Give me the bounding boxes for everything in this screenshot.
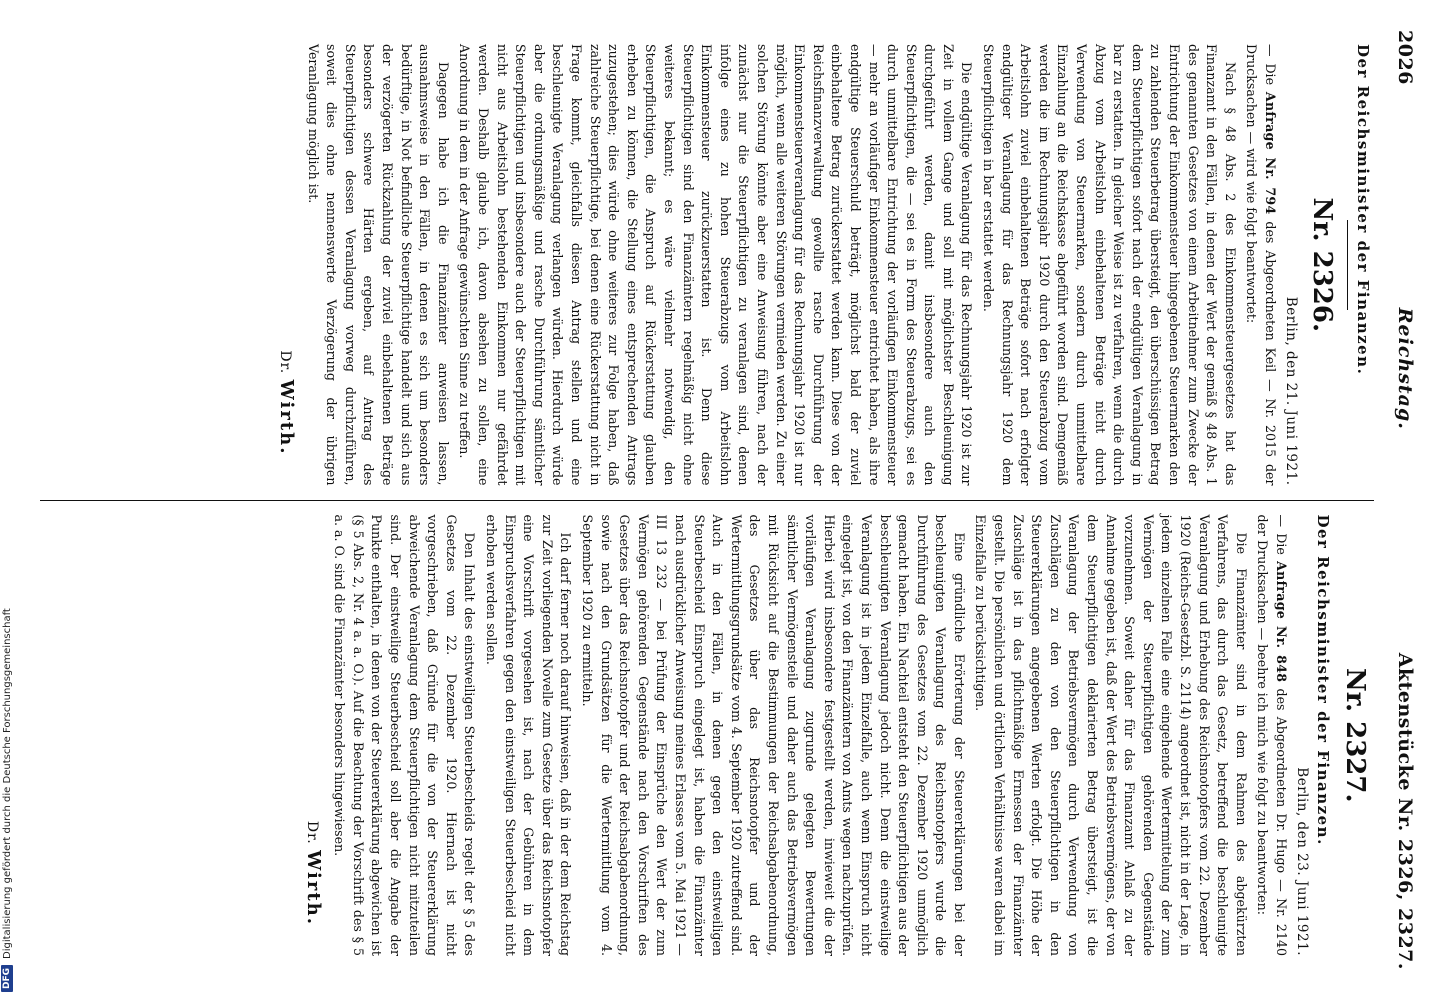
date-line: Berlin, den 23. Juni 1921.	[1294, 767, 1310, 956]
document-number: Nr. 2327.	[1340, 667, 1370, 803]
body-paragraph: Den Inhalt des einstweiligen Steuerbescheids regelt der § 5 des Gesetzes vom 22. Dezember 1920. Hiernach ist nicht vorgeschrieben, daß Gründe für die von der Steuererklärung abweichende Veranlagung dem Steuerpflichtigen nicht mitzuteilen sind. Der einstweilige Steuerbescheid soll aber die Angabe der Punkte enthalten, in denen von der Steuererklärung abgewichen ist (§ 5 Abs. 2, Nr. 4 a. a. O.). Auf die Beachtung der Vorschrift des § 5 a. a. O. sind die Finanzämter besonders hingewiesen.	[332, 514, 478, 956]
signature-name: Wirth.	[276, 379, 298, 456]
intro-prefix: — Die	[1274, 514, 1289, 562]
body-paragraph: Die endgültige Veranlagung für das Rechnungsjahr 1920 ist zur Zeit in vollem Gange und soll mit möglichster Beschleunigung durchgeführt werden, damit insbesondere auch den Steuerpflichtigen, die — sei es in Form des Steuerabzugs, sei es durch unmittelbare Entrichtung der vorläufigen Einkommensteuer — mehr an vorläufiger Einkommensteuer entrichtet haben, als ihre endgültige Steuerschuld beträgt, möglichst bald der zuviel einbehaltene Betrag zurückerstattet werden kann. Diese von der Reichsfinanzverwaltung gewollte rasche Durchführung der Einkommensteuerveranlagung für das Rechnungsjahr 1920 ist nur möglich, wenn alle weiteren Störungen vermieden werden. Zu einer solchen Störung könnte aber eine Anweisung führen, nach der zunächst nur die Steuerpflichtigen zu veranlagen sind, denen infolge eines zu hohen Steuerabzugs vom Arbeitslohn Einkommensteuer zurückzuerstatten ist. Denn diese Steuerpflichtigen sind den Finanzämtern regelmäßig nicht ohne weiteres bekannt; es wäre vielmehr notwendig, den Steuerpflichtigen, die Anspruch auf Rückerstattung glauben erheben zu können, die Stellung eines entsprechenden Antrags zuzugestehen; dies würde ohne weiteres zur Folge haben, daß zahlreiche Steuerpflichtige, bei denen eine Rückerstattung nicht in Frage kommt, gleichfalls diesen Antrag stellen und eine beschleunigte Veranlagung verlangen würden. Hierdurch würde aber die ordnungsmäßige und rasche Durchführung sämtlicher Steuerpflichtigen und insbesondere auch der Steuerpflichtigen mit nicht aus Arbeitslohn bestehenden Einkommen nur gefährdet werden. Deshalb glaube ich, davon absehen zu sollen, eine Anordnung in dem in der Anfrage gewünschten Sinne zu treffen.	[457, 44, 975, 486]
signature-name: Wirth.	[302, 850, 324, 926]
inquiry-reference: Anfrage Nr. 848	[1274, 561, 1289, 683]
intro-text: des Abgeordneten Keil — Nr. 2015 der Drucksachen — wird wie folgt beantwortet:	[1244, 44, 1278, 486]
document-2326	[40, 30, 1374, 500]
intro-prefix: — Die	[1263, 44, 1278, 92]
running-head-documents: Aktenstücke Nr. 2326, 2327.	[1394, 652, 1416, 970]
intro-paragraph	[1253, 515, 1290, 957]
issuer-heading: Der Reichsminister der Finanzen.	[1354, 44, 1372, 376]
body-paragraph: Eine gründliche Erörterung der Steuererklärungen bei der beschleunigten Veranlagung des Reichsnotopfers wurde die Durchführung des Gesetzes vom 22. Dezember 1920 unmöglich gemacht haben. Ein Nachteil entsteht den Steuerpflichtigen aus der beschleunigten Veranlagung jedoch nicht. Denn die einstweilige Veranlagung ist in jedem Einzelfalle, auch wenn Einspruch nicht eingelegt ist, von den Finanzämtern von Amts wegen nachzuprüfen. Hierbei wird insbesondere festgestellt werden, inwieweit die der vorläufigen Veranlagung zugrunde gelegten Bewertungen sämtlicher Vermögensteile und daher auch das Betriebsvermögen mit Rücksicht auf die Bestimmungen der Reichsabgabenordnung, des Gesetzes über das Reichsnotopfer und der Wertermittlungsgrundsätze vom 4. September 1920 zutreffend sind. Auch in den Fällen, in denen gegen den einstweiligen Steuerbescheid Einspruch eingelegt ist, haben die Finanzämter nach ausdrücklicher Anweisung meines Erlasses vom 5. Mai 1921 — III 13 232 — bei Prüfung der Einsprüche den Wert der zum Vermögen gehörenden Gegenstände nach den Vorschriften des Gesetzes über das Reichsnotopfer und der Reichsabgabenordnung, sowie nach den Grundsätzen für die Wertermittlung vom 4. September 1920 zu ermitteln.	[580, 514, 967, 956]
dfg-logo-icon: DFG	[1, 965, 13, 992]
running-head-title: Reichstag.	[1394, 307, 1416, 430]
page-number: 2026	[1394, 30, 1416, 85]
signature	[303, 515, 324, 957]
body-paragraph: Ich darf ferner noch darauf hinweisen, daß in der dem Reichstag zur Zeit vorliegenden Novelle zum Gesetze über das Reichsnotopfer eine Vorschrift vorgesehen ist, nach der Gebühren in dem Einspruchsverfahren gegen den einstweiligen Steuerbescheid nicht erhoben werden sollen.	[484, 514, 574, 956]
document-2327	[40, 501, 1374, 971]
intro-paragraph	[1242, 44, 1279, 486]
running-head	[1380, 30, 1416, 970]
two-column-body	[40, 30, 1374, 970]
document-number: Nr. 2326.	[1307, 197, 1337, 333]
body-paragraph: Nach § 48 Abs. 2 des Einkommensteuergesetzes hat das Finanzamt in den Fällen, in denen der Wert der gemäß § 48 Abs. 1 des genannten Gesetzes von einem Arbeitnehmer zum Zwecke der Entrichtung der Einkommensteuer hingegebenen Steuermarken den zu zahlenden Steuerbetrag übersteigt, den überschüssigen Betrag dem Steuerpflichtigen sofort nach der endgültigen Veranlagung in bar zu erstatten. In gleicher Weise ist zu verfahren, wenn die durch Abzug vom Arbeitslohn einbehaltenen Beträge nicht durch Verwendung von Steuermarken, sondern durch unmittelbare Einzahlung an die Reichskasse abgeführt worden sind. Demgemäß werden die im Rechnungsjahr 1920 durch den Steuerabzug vom Arbeitslohn zuviel einbehaltenen Beträge sofort nach erfolgter endgültiger Veranlagung für das Rechnungsjahr 1920 dem Steuerpflichtigen in bar erstattet werden.	[981, 44, 1238, 486]
signature-title: Dr.	[303, 820, 320, 845]
date-line: Berlin, den 21. Juni 1921.	[1283, 296, 1299, 486]
signature-title: Dr.	[277, 350, 294, 375]
body-paragraph: Die Finanzämter sind in dem Rahmen des abgekürzten Verfahrens, das durch das Gesetz, betreffend die beschleunigte Veranlagung und Erhebung des Reichsnotopfers vom 22. Dezember 1920 (Reichs-Gesetzbl. S. 2114) angeordnet ist, nicht in der Lage, in jedem einzelnen Falle eine eingehende Wertermittelung der zum Vermögen der Steuerpflichtigen gehörenden Gegenstände vorzunehmen. Soweit daher für das Finanzamt Anlaß zu der Annahme gegeben ist, daß der Wert des Betriebsvermögens, der von dem Steuerpflichtigen deklarierten Betrag übersteigt, ist die Veranlagung der Betriebsvermögen durch Verwendung von Zuschlägen zu den von den Steuerpflichtigen in den Steuererklärungen angegebenen Werten erfolgt. Die Höhe der Zuschläge ist in das pflichtmäßige Ermessen der Finanzämter gestellt. Die persönlichen und örtlichen Verhältnisse waren dabei im Einzelfalle zu berücksichtigen.	[973, 514, 1249, 956]
funding-footer	[0, 0, 16, 992]
separator-rule	[1347, 220, 1348, 310]
inquiry-reference: Anfrage Nr. 794	[1263, 91, 1278, 215]
body-paragraph: Dagegen habe ich die Finanzämter anweisen lassen, ausnahmsweise in den Fällen, in denen es sich um besonders bedürftige, in Not befindliche Steuerpflichtige handelt und sich aus der verzögerten Rückzahlung der zuviel einbehaltenen Beträge besonders schwere Härten ergeben, auf Antrag des Steuerpflichtigen dessen Veranlagung vorweg durchzuführen, soweit dies ohne nennenswerte Verzögerung der übrigen Veranlagung möglich ist.	[305, 44, 451, 486]
issuer-heading: Der Reichsminister der Finanzen.	[1314, 514, 1332, 846]
signature	[276, 44, 297, 486]
intro-text: des Abgeordneten Dr. Hugo — Nr. 2140 der Drucksachen — beehre ich mich wie folgt zu beantworten:	[1255, 514, 1289, 956]
funding-note: Digitalisierung gefördert durch die Deutsche Forschungsgemeinschaft	[1, 608, 13, 959]
